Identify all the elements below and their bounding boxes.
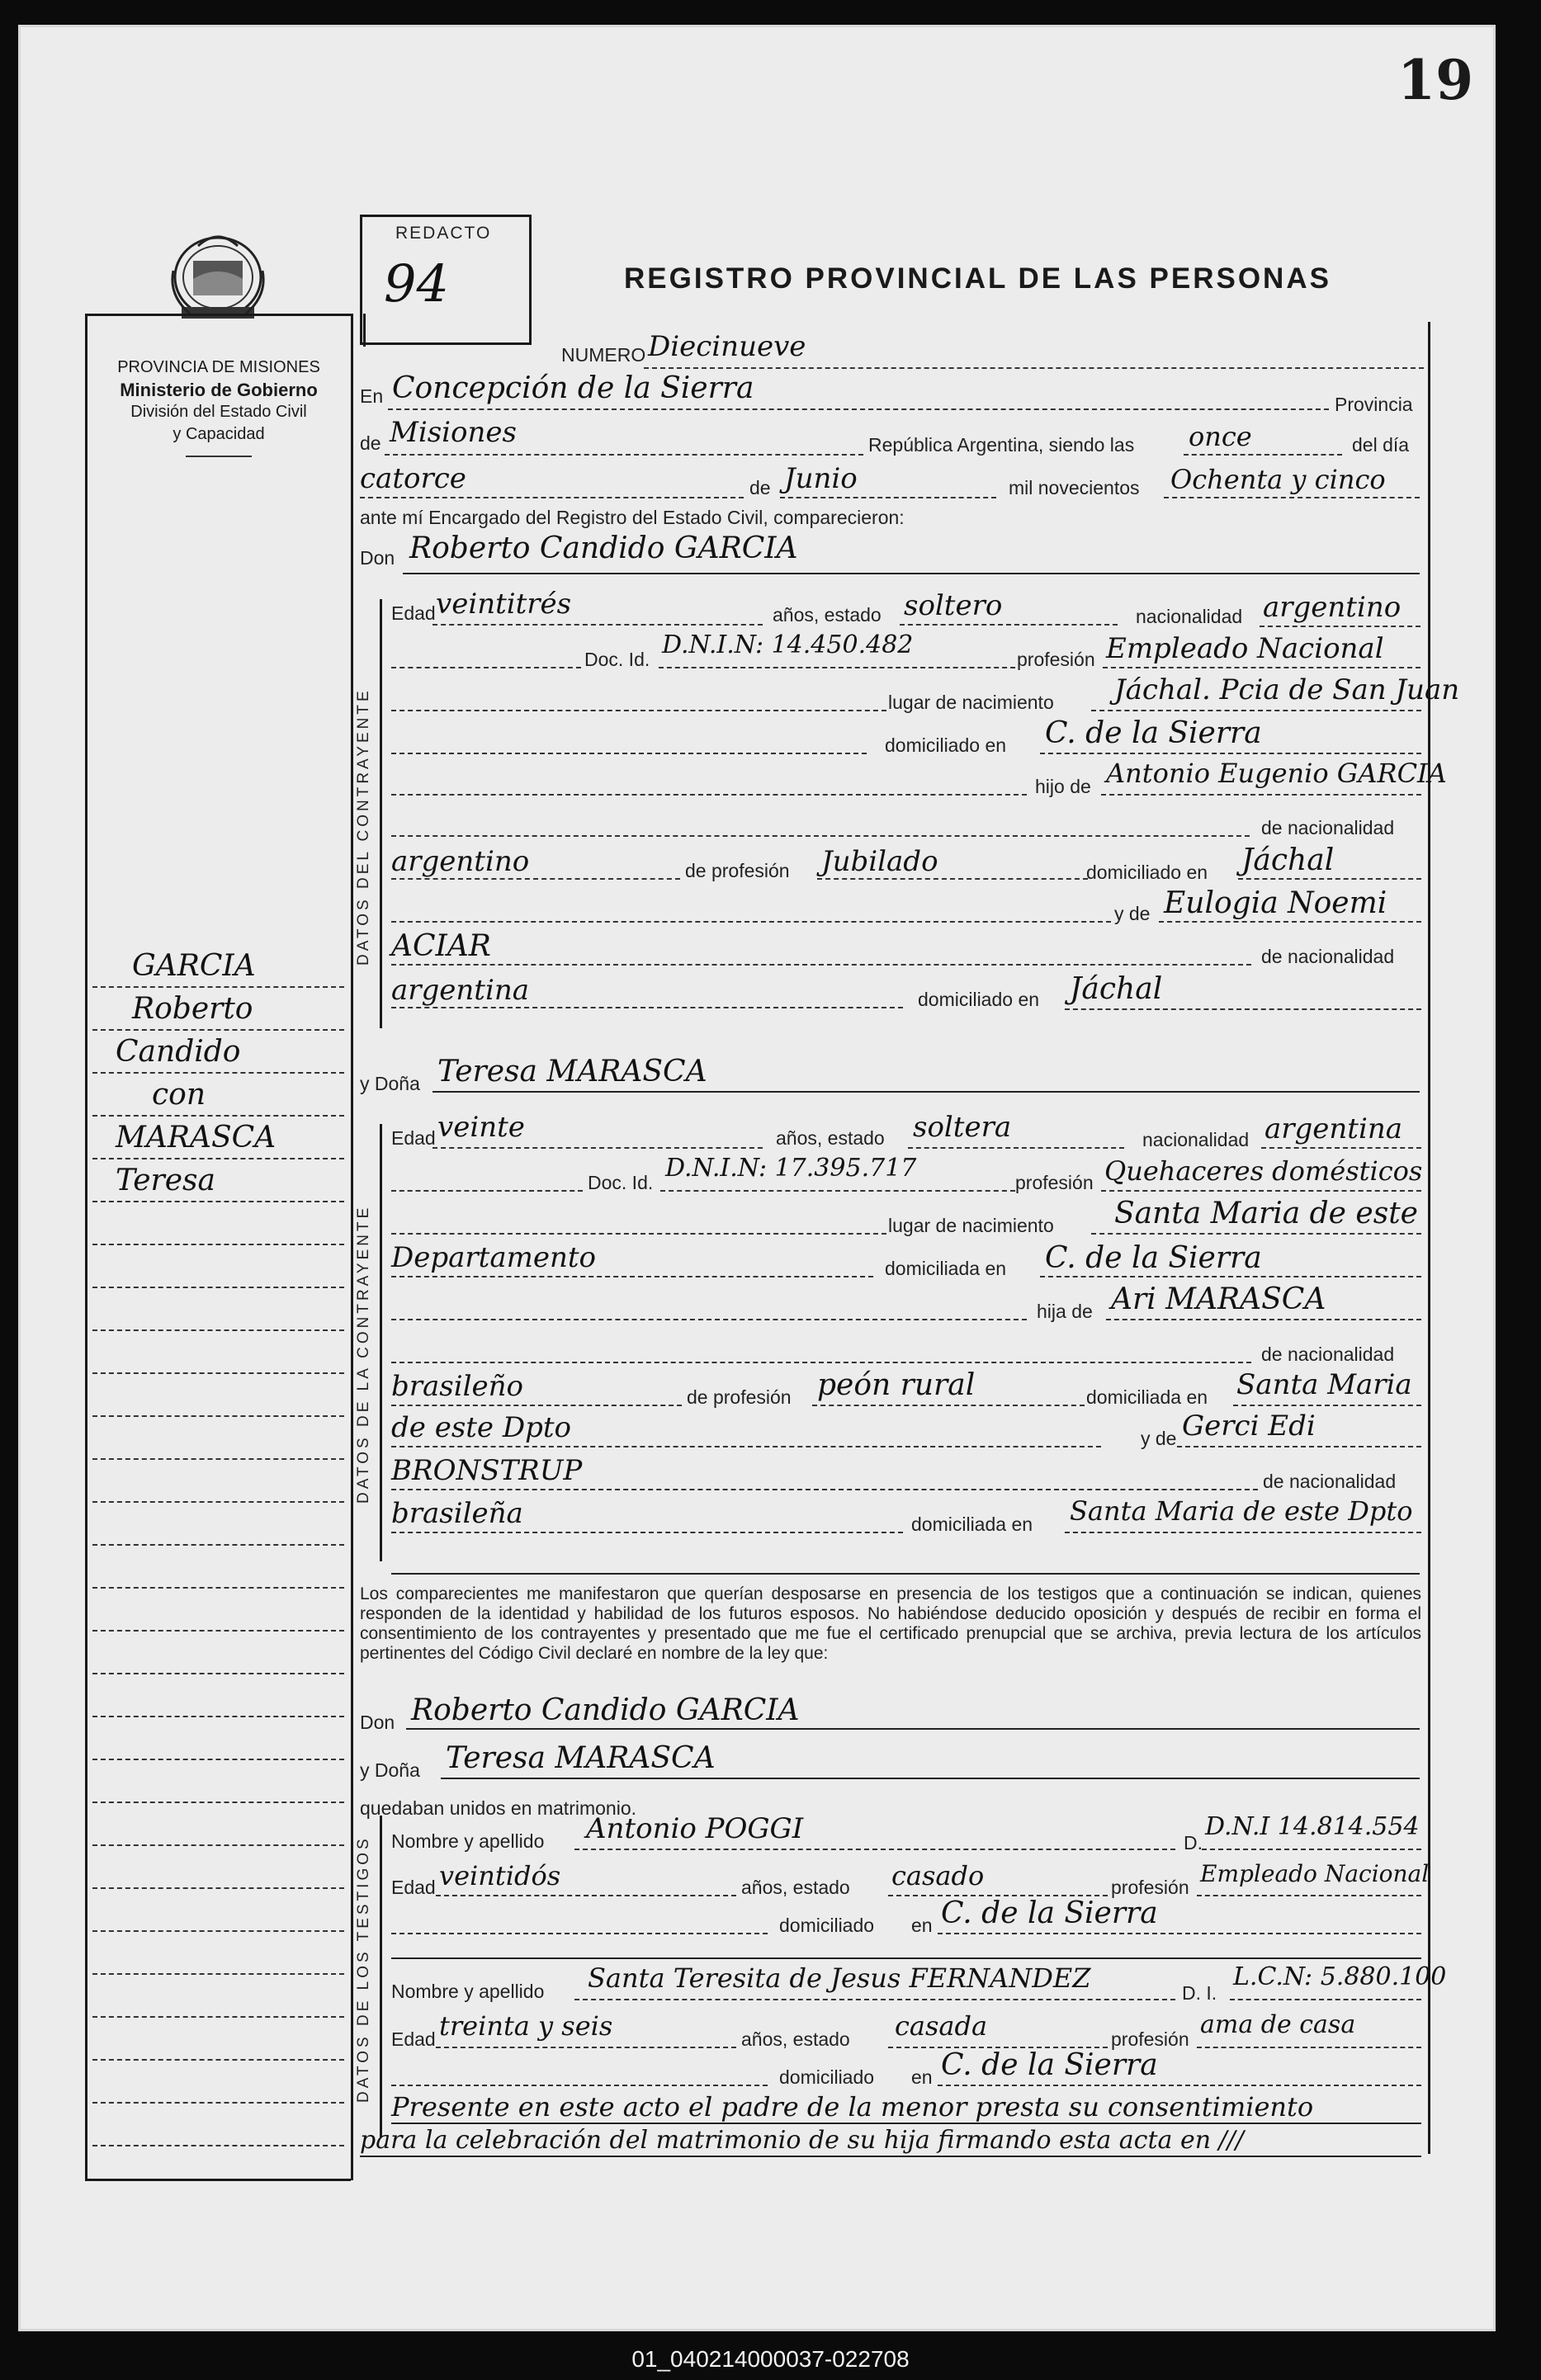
mes-value: Junio — [784, 462, 858, 495]
t2-dom-value: C. de la Sierra — [941, 2048, 1158, 2082]
domiciliado-label: domiciliado en — [885, 734, 1007, 756]
edad-label: Edad — [391, 602, 436, 624]
t1-edad-value: veintidós — [439, 1860, 561, 1891]
t2-edad-value: treinta y seis — [439, 2010, 613, 2042]
t2-en-label: en — [911, 2066, 933, 2088]
t1-nombre-label: Nombre y apellido — [391, 1830, 545, 1852]
c2-padre-prof-value: peón rural — [817, 1368, 976, 1402]
redacto-box — [360, 215, 532, 345]
padre-nac-value: argentino — [391, 845, 530, 878]
org-divider — [186, 456, 252, 457]
c2-padre-dom-value: Santa Maria — [1236, 1368, 1412, 1401]
nacionalidad-value: argentino — [1263, 591, 1402, 624]
t2-nombre-label: Nombre y apellido — [391, 1981, 545, 2002]
madre-nac-value: argentina — [391, 974, 530, 1007]
t2-doc-value: L.C.N: 5.880.100 — [1233, 1962, 1447, 1991]
declaration-text: Los comparecientes me manifestaron que querían desposarse en presencia de los testigos que a continuación se indican, quienes responden de la identidad y habilidad de los futuros esposos. No habiéndose deducido oposición y después de recibir en forma el consentimiento de los contrayentes y presentado que me fue el certificado prenupcial que se archiva, previa lectura de los artículos pertinentes del Código Civil declaré en nombre de la ley que: — [360, 1584, 1421, 1663]
t1-anos-estado-label: años, estado — [741, 1877, 850, 1898]
t1-edad-label: Edad — [391, 1877, 436, 1898]
c2-profesion-label: profesión — [1015, 1172, 1094, 1193]
y-de-label: y de — [1114, 903, 1151, 924]
contrayenta-nombre: Teresa MARASCA — [437, 1055, 707, 1088]
t1-dom-value: C. de la Sierra — [941, 1896, 1158, 1930]
c2-padre-nac-value: brasileño — [391, 1370, 523, 1403]
doc-label: Doc. Id. — [584, 649, 650, 670]
anio-value: Ochenta y cinco — [1170, 464, 1386, 495]
margin-name-2: Roberto — [132, 992, 253, 1026]
mil-label: mil novecientos — [1009, 477, 1140, 498]
decl-closing: quedaban unidos en matrimonio. — [360, 1797, 637, 1819]
misiones-emblem — [165, 221, 271, 328]
edad-value: veintitrés — [436, 588, 572, 621]
c2-madre-de-nac-label: de nacionalidad — [1263, 1471, 1397, 1492]
t1-estado-value: casado — [891, 1860, 985, 1891]
contrayente-bracket — [380, 599, 382, 1028]
de-nac-label: de nacionalidad — [1261, 817, 1395, 838]
y-dona-label: y Doña — [360, 1073, 420, 1094]
del-dia-label: del día — [1352, 434, 1410, 456]
doc-value: D.N.I.N: 14.450.482 — [662, 630, 914, 659]
t2-profesion-value: ama de casa — [1200, 2010, 1356, 2039]
republica-label: República Argentina, siendo las — [868, 434, 1135, 456]
profesion-value: Empleado Nacional — [1106, 632, 1384, 665]
padre-dom-value: Jáchal — [1241, 843, 1335, 877]
contrayenta-side-label: DATOS DE LA CONTRAYENTE — [355, 1204, 372, 1504]
de-mes-label: de — [749, 477, 771, 498]
provincia-label: Provincia — [1335, 394, 1413, 415]
t2-nombre-value: Santa Teresita de Jesus FERNANDEZ — [588, 1962, 1091, 1994]
anos-estado-label: años, estado — [773, 604, 882, 626]
org-line-3: División del Estado Civil — [130, 403, 307, 421]
scan-identifier: 01_040214000037-022708 — [631, 2346, 910, 2372]
c2-edad-label: Edad — [391, 1127, 436, 1149]
inner-left-line — [363, 314, 366, 347]
c2-y-de-label: y de — [1141, 1428, 1177, 1449]
t2-profesion-label: profesión — [1111, 2028, 1189, 2050]
header-rule — [85, 314, 351, 316]
t1-en-label: en — [911, 1915, 933, 1936]
c2-madre-nac-value: brasileña — [391, 1497, 523, 1530]
c2-profesion-value: Quehaceres domésticos — [1104, 1155, 1423, 1187]
numero-value: Diecinueve — [648, 330, 806, 363]
margin-name-6: Teresa — [116, 1164, 215, 1197]
madre-de-nac-label: de nacionalidad — [1261, 946, 1395, 967]
provincia-value: Misiones — [390, 416, 517, 449]
c2-doc-label: Doc. Id. — [588, 1172, 654, 1193]
c2-padre-value: Ari MARASCA — [1111, 1282, 1326, 1316]
margin-name-3: Candido — [116, 1035, 241, 1069]
c2-doc-value: D.N.I.N: 17.395.717 — [665, 1154, 917, 1183]
t2-di-label: D. I. — [1182, 1982, 1217, 2004]
c2-edad-value: veinte — [437, 1111, 525, 1144]
de-prof-label: de profesión — [685, 860, 790, 881]
don-value: Roberto Candido GARCIA — [409, 531, 798, 565]
madre-dom-value: Jáchal — [1070, 972, 1163, 1006]
hijo-label: hijo de — [1035, 776, 1091, 797]
margin-name-1: GARCIA — [132, 949, 256, 983]
org-line-2: Ministerio de Gobierno — [120, 380, 318, 400]
margin-bottom-rule — [85, 2179, 351, 2181]
nacionalidad-label: nacionalidad — [1136, 606, 1243, 627]
t2-edad-label: Edad — [391, 2028, 436, 2050]
margin-name-4: con — [152, 1078, 206, 1112]
c2-padre-dom-value-2: de este Dpto — [391, 1411, 572, 1444]
note-line-1: Presente en este acto el padre de la menor presta su consentimiento — [391, 2091, 1314, 2123]
note-line-2: para la celebración del matrimonio de su hija firmando esta acta en /// — [360, 2126, 1244, 2155]
c2-domiciliada-label: domiciliada en — [885, 1258, 1007, 1279]
padre-dom-label: domiciliado en — [1086, 862, 1208, 883]
estado-value: soltero — [904, 589, 1003, 622]
profesion-label: profesión — [1017, 649, 1095, 670]
hora-value: once — [1189, 421, 1252, 452]
c2-nacionalidad-label: nacionalidad — [1142, 1129, 1250, 1150]
don-label: Don — [360, 547, 395, 569]
testigos-bracket — [380, 1816, 382, 2137]
contrayente-side-label: DATOS DEL CONTRAYENTE — [355, 687, 372, 966]
c2-lugar-nac-value-2: Departamento — [391, 1241, 596, 1274]
madre-dom-label: domiciliado en — [918, 989, 1040, 1010]
en-label: En — [360, 385, 384, 407]
decl-don-value: Roberto Candido GARCIA — [411, 1693, 800, 1727]
c2-lugar-nac-label: lugar de nacimiento — [888, 1215, 1054, 1236]
dia-value: catorce — [360, 462, 466, 495]
t1-d-label: D. — [1184, 1832, 1203, 1853]
t2-anos-estado-label: años, estado — [741, 2028, 850, 2050]
org-line-1: PROVINCIA DE MISIONES — [117, 358, 320, 376]
redacto-label: REDACTO — [395, 224, 492, 243]
c2-lugar-nac-value-1: Santa Maria de este — [1114, 1197, 1418, 1230]
document-title: REGISTRO PROVINCIAL DE LAS PERSONAS — [624, 262, 1331, 295]
c2-anos-estado-label: años, estado — [776, 1127, 885, 1149]
redacto-initials: 94 — [384, 253, 449, 314]
lugar-nac-value: Jáchal. Pcia de San Juan — [1114, 673, 1460, 706]
padre-prof-value: Jubilado — [821, 845, 938, 878]
c2-madre-1-value: Gerci Edi — [1182, 1410, 1316, 1443]
c2-de-prof-label: de profesión — [687, 1386, 792, 1408]
lugar-nac-label: lugar de nacimiento — [888, 692, 1054, 713]
ante-label: ante mí Encargado del Registro del Estado Civil, comparecieron: — [360, 507, 905, 528]
contrayenta-bracket — [380, 1124, 382, 1561]
lugar-value: Concepción de la Sierra — [392, 371, 754, 405]
madre-2-value: ACIAR — [391, 929, 491, 963]
t2-estado-value: casada — [895, 2010, 988, 2042]
c2-madre-dom-label: domiciliada en — [911, 1513, 1033, 1535]
c2-estado-value: soltera — [913, 1111, 1012, 1144]
t1-profesion-label: profesión — [1111, 1877, 1189, 1898]
c2-domicilio-value: C. de la Sierra — [1045, 1241, 1262, 1275]
c2-madre-2-value: BRONSTRUP — [391, 1454, 583, 1487]
left-margin-line — [85, 314, 87, 2180]
c2-hija-label: hija de — [1037, 1301, 1093, 1322]
madre-1-value: Eulogia Noemi — [1164, 886, 1387, 920]
c2-nacionalidad-value: argentina — [1264, 1112, 1403, 1145]
t2-domiciliado-label: domiciliado — [779, 2066, 875, 2088]
domicilio-value: C. de la Sierra — [1045, 716, 1262, 750]
t1-doc-value: D.N.I 14.814.554 — [1205, 1812, 1420, 1841]
decl-dona-label: y Doña — [360, 1759, 420, 1781]
testigos-side-label: DATOS DE LOS TESTIGOS — [355, 1835, 372, 2103]
issuing-office — [83, 357, 355, 457]
c2-madre-dom-value: Santa Maria de este Dpto — [1070, 1495, 1413, 1527]
c2-padre-dom-label: domiciliada en — [1086, 1386, 1208, 1408]
t1-domiciliado-label: domiciliado — [779, 1915, 875, 1936]
numero-label: NUMERO — [561, 344, 646, 366]
decl-don-label: Don — [360, 1712, 395, 1733]
t1-nombre-value: Antonio POGGI — [586, 1812, 804, 1845]
org-line-4: y Capacidad — [173, 425, 265, 443]
page-number: 19 — [1397, 48, 1473, 112]
margin-name-5: MARASCA — [116, 1121, 277, 1155]
decl-dona-value: Teresa MARASCA — [446, 1741, 716, 1775]
column-divider — [351, 314, 353, 2180]
padre-value: Antonio Eugenio GARCIA — [1106, 758, 1447, 789]
de-label: de — [360, 432, 381, 454]
t1-profesion-value: Empleado Nacional — [1200, 1860, 1430, 1887]
c2-de-nac-label: de nacionalidad — [1261, 1343, 1395, 1365]
